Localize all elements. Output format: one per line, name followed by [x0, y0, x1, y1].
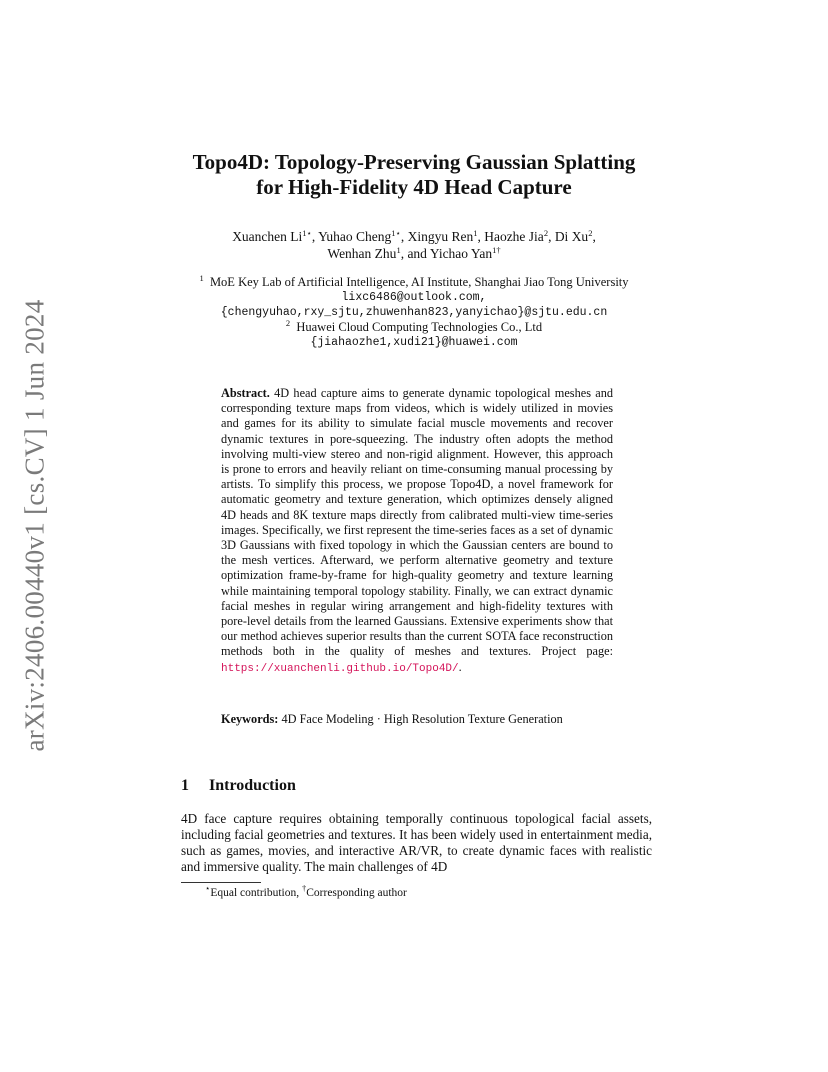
keywords-text: 4D Face Modeling · High Resolution Texture Generation — [281, 712, 563, 726]
footnote-text-2: Corresponding author — [306, 887, 407, 899]
author-name: Di Xu — [554, 229, 589, 244]
affiliations — [0, 275, 828, 350]
author-affiliation-mark: 2 — [543, 228, 549, 238]
arxiv-side-stamp — [12, 290, 58, 760]
arxiv-identifier: arXiv:2406.00440v1 [cs.CV] 1 Jun 2024 — [19, 298, 50, 752]
affiliation-name: MoE Key Lab of Artificial Intelligence, AI Institute, Shanghai Jiao Tong University — [209, 275, 629, 289]
author-name: Yuhao Cheng — [318, 229, 392, 244]
affiliation-name: Huawei Cloud Computing Technologies Co., Ltd — [296, 320, 543, 334]
footnote-mark-2: † — [302, 883, 307, 893]
footnote-rule — [181, 882, 261, 883]
project-page-link[interactable]: https://xuanchenli.github.io/Topo4D/ — [221, 662, 459, 675]
footnote-text-1: Equal contribution, — [210, 887, 300, 899]
abstract-end: . — [458, 659, 462, 674]
footnote-mark-1: ⋆ — [205, 883, 211, 893]
affiliation-mark: 1 — [199, 273, 204, 283]
author-affiliation-mark: 1⋆ — [391, 228, 401, 238]
author-name: Haozhe Jia — [484, 229, 544, 244]
author-line-1: Xuanchen $Li^{1⋆}$, Yuhao Cheng$^{1⋆}$, Xingyu Ren$^1$, Haozhe Jia$^2$, Di Xu$^2$, — [232, 228, 596, 244]
author-affiliation-mark: 1⋆ — [302, 228, 312, 238]
affiliation-1-email-2[interactable]: {chengyuhao,rxy_sjtu,zhuwenhan823,yanyichao}@sjtu.edu.cn — [220, 306, 608, 319]
affiliation-mark: 2 — [285, 318, 291, 328]
author-affiliation-mark: 1† — [492, 245, 501, 255]
author-name: Xingyu Ren — [407, 229, 474, 244]
paper-title — [0, 150, 828, 200]
section-title: Introduction — [209, 777, 296, 794]
keywords-label: Keywords: — [221, 712, 279, 726]
author-line-2: Wenhan Zhu$^1$, and Yichao Yan$^{1\dagger}$ — [327, 245, 501, 261]
author-name: Wenhan Zhu — [327, 246, 397, 261]
keywords — [221, 712, 621, 727]
abstract — [221, 386, 613, 677]
author-conjunction: and — [407, 246, 427, 261]
author-name: Xuanchen Li — [232, 229, 303, 244]
author-affiliation-mark: 1 — [473, 228, 478, 238]
section-heading — [181, 777, 296, 795]
abstract-label: Abstract. — [221, 386, 270, 400]
author-list — [0, 228, 828, 262]
section-number: 1 — [181, 777, 189, 794]
affiliation-2 — [0, 320, 828, 335]
abstract-text: 4D head capture aims to generate dynamic topological meshes and corresponding texture maps from videos, which is widely utilized in movies and games for its ability to simulate facial muscle movements and recover dynamic textures in pore-squeezing. The industry often adopts the method involving multi-view stereo and non-rigid alignment. However, this approach is prone to errors and heavily reliant on time-consuming manual processing by artists. To simplify this process, we propose Topo4D, a novel framework for automatic geometry and texture generation, which optimizes densely aligned 4D heads and 8K texture maps directly from calibrated multi-view time-series images. Specifically, we first represent the time-series faces as a set of dynamic 3D Gaussians with fixed topology in which the Gaussian centers are bound to the mesh vertices. Afterward, we perform alternative geometry and texture optimization frame-by-frame for high-quality geometry and texture learning while maintaining temporal topology stability. Finally, we can extract dynamic facial meshes in regular wiring arrangement and high-fidelity textures with pore-level details from the learned Gaussians. Extensive experiments show that our method achieves superior results than the current SOTA face reconstruction methods both in the quality of meshes and textures. Project page: — [221, 386, 613, 659]
affiliation-1 — [0, 275, 828, 290]
title-line-1: Topo4D: Topology-Preserving Gaussian Splatting — [192, 150, 636, 174]
footnote — [205, 883, 407, 900]
affiliation-1-email-1[interactable]: lixc6486@outlook.com, — [341, 291, 487, 304]
author-affiliation-mark: 2 — [588, 228, 593, 238]
title-line-2: for High-Fidelity 4D Head Capture — [256, 175, 572, 199]
author-affiliation-mark: 1 — [396, 245, 401, 255]
author-name: Yichao Yan — [429, 246, 493, 261]
affiliation-2-email[interactable]: {jiahaozhe1,xudi21}@huawei.com — [310, 336, 518, 349]
introduction-paragraph: 4D face capture requires obtaining temporally continuous topological facial assets, including facial geometries and textures. It has been widely used in entertainment media, such as games, movies, and interactive AR/VR, to create dynamic faces with realistic and immersive quality. The main challenges of 4D — [181, 811, 652, 874]
